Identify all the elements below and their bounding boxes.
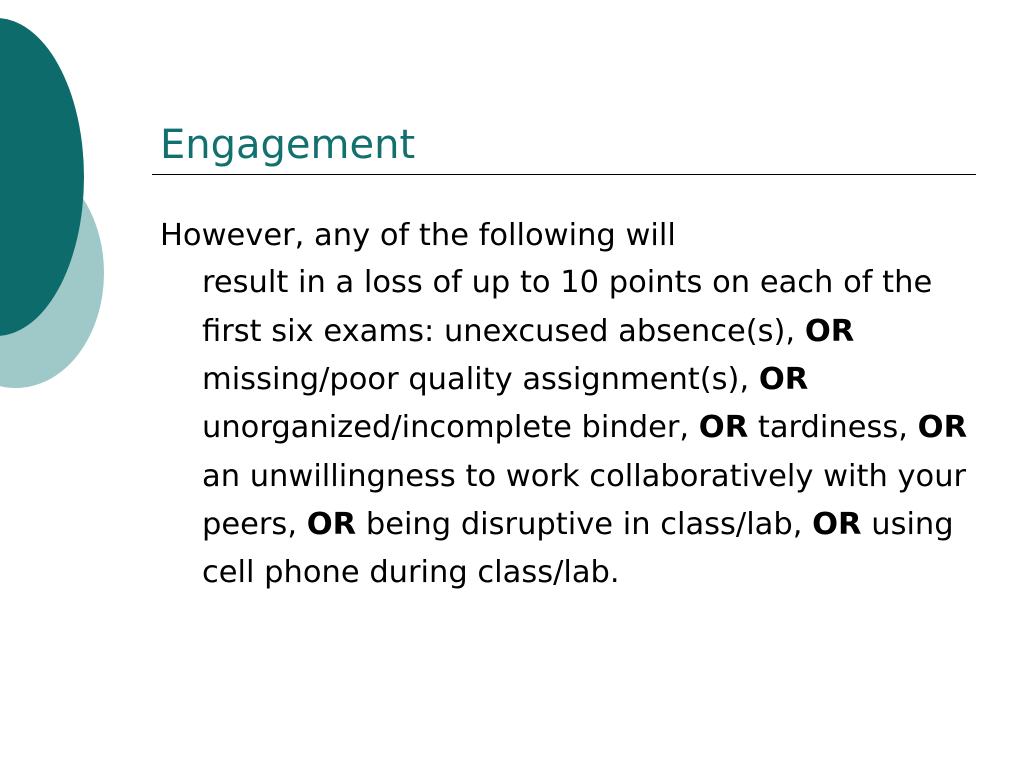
body-text-run: being disruptive in class/lab,	[356, 506, 813, 542]
body-continuation-text: result in a loss of up to 10 points on each of the first six exams: unexcused absence(s),	[202, 265, 933, 349]
body-text-run: unorganized/incomplete binder,	[202, 410, 699, 446]
body-text-run: missing/poor quality assignment(s),	[202, 361, 759, 397]
body-text-run: an unwillingness to work collaboratively with your peers,	[202, 458, 967, 542]
body-emphasis: OR	[804, 313, 855, 349]
body-lead-line: However, any of the following will	[160, 218, 676, 253]
body-text-run: tardiness,	[748, 410, 918, 446]
body-text-run: using cell phone during class/lab.	[202, 506, 954, 591]
body-emphasis: OR	[812, 506, 862, 542]
slide-title: Engagement	[160, 121, 416, 168]
slide-body	[160, 212, 972, 598]
body-segments	[202, 314, 967, 591]
title-divider	[152, 174, 976, 175]
body-emphasis: OR	[758, 361, 809, 397]
body-emphasis: OR	[306, 506, 357, 542]
body-emphasis: OR	[698, 410, 749, 446]
body-continuation	[160, 259, 972, 597]
body-emphasis: OR	[917, 410, 968, 446]
